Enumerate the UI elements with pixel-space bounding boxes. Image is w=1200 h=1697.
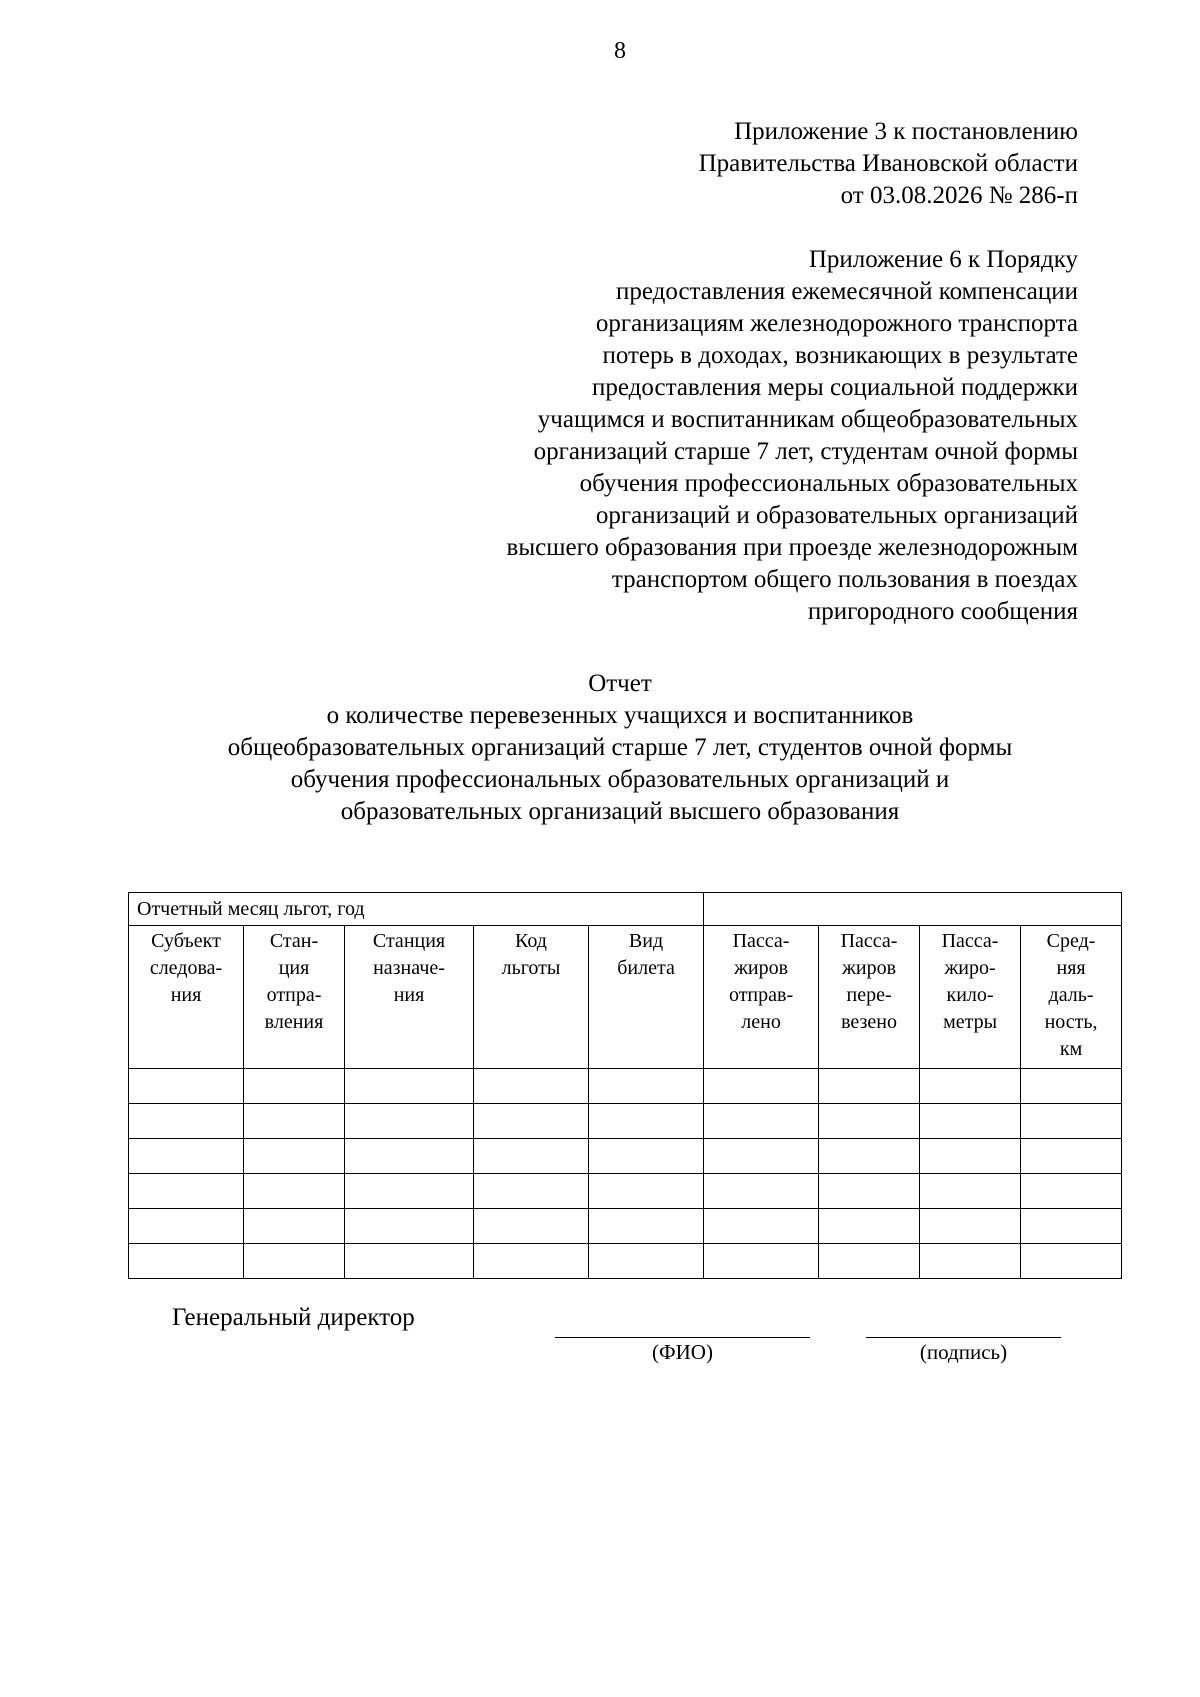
- appendix-3-line: от 03.08.2026 № 286-п: [840, 182, 1078, 209]
- table-cell[interactable]: [920, 1244, 1021, 1279]
- table-cell[interactable]: [704, 1244, 819, 1279]
- table-cell[interactable]: [474, 1139, 589, 1174]
- table-cell[interactable]: [244, 1244, 345, 1279]
- table-cell[interactable]: [244, 1104, 345, 1139]
- table-row: [129, 1069, 1122, 1104]
- table-cell[interactable]: [589, 1209, 704, 1244]
- signature-line[interactable]: [866, 1337, 1061, 1338]
- appendix-6-line: транспортом общего пользования в поездах: [611, 566, 1078, 593]
- table-row: [129, 1139, 1122, 1174]
- column-header: Стан- ция отпра- вления: [244, 926, 345, 1069]
- column-header: Субъект следова- ния: [129, 926, 244, 1069]
- signature-caption: (подпись): [919, 1340, 1008, 1364]
- column-header: Вид билета: [589, 926, 704, 1069]
- table-cell[interactable]: [1021, 1139, 1122, 1174]
- table-row: [129, 1174, 1122, 1209]
- table-cell[interactable]: [819, 1139, 920, 1174]
- table-cell[interactable]: [589, 1244, 704, 1279]
- column-header: Сред- няя даль- ность, км: [1021, 926, 1122, 1069]
- table-cell[interactable]: [920, 1069, 1021, 1104]
- table-row: [129, 1209, 1122, 1244]
- report-subtitle-line: образовательных организаций высшего образования: [340, 798, 900, 825]
- table-cell[interactable]: [1021, 1174, 1122, 1209]
- table-body: [129, 893, 1122, 1279]
- appendix-6-line: высшего образования при проезде железнодорожным: [506, 534, 1078, 561]
- table-cell[interactable]: [474, 1069, 589, 1104]
- column-header: Пасса- жиров пере- везено: [819, 926, 920, 1069]
- appendix-6-line: организаций и образовательных организаций: [595, 502, 1078, 529]
- table-cell[interactable]: [129, 1104, 244, 1139]
- table-cell[interactable]: [129, 1209, 244, 1244]
- table-cell[interactable]: [244, 1069, 345, 1104]
- table-cell[interactable]: [129, 1139, 244, 1174]
- name-caption: (ФИО): [652, 1340, 713, 1364]
- table-cell[interactable]: [244, 1139, 345, 1174]
- table-cell[interactable]: [345, 1174, 474, 1209]
- appendix-6-line: предоставления меры социальной поддержки: [592, 374, 1078, 401]
- table-cell[interactable]: [920, 1174, 1021, 1209]
- header-row: [129, 926, 1122, 1069]
- signature-block: [0, 1304, 1200, 1364]
- table-row: [129, 1244, 1122, 1279]
- report-subtitle-line: обучения профессиональных образовательных организаций и: [290, 766, 950, 793]
- period-label: Отчетный месяц льгот, год: [129, 893, 704, 926]
- table-cell[interactable]: [704, 1139, 819, 1174]
- table-cell[interactable]: [129, 1069, 244, 1104]
- table-cell[interactable]: [129, 1174, 244, 1209]
- table-cell[interactable]: [819, 1104, 920, 1139]
- table-cell[interactable]: [589, 1069, 704, 1104]
- report-title: Отчет: [588, 670, 652, 697]
- report-heading: [0, 668, 1200, 828]
- table-cell[interactable]: [920, 1209, 1021, 1244]
- table-cell[interactable]: [1021, 1069, 1122, 1104]
- appendix-3-line: Приложение 3 к постановлению: [734, 118, 1078, 145]
- appendix-6-line: пригородного сообщения: [807, 598, 1078, 625]
- name-line[interactable]: [555, 1337, 810, 1338]
- period-value-field[interactable]: [704, 893, 1122, 926]
- table-cell[interactable]: [704, 1209, 819, 1244]
- signatory-role: Генеральный директор: [172, 1304, 415, 1331]
- report-subtitle-line: общеобразовательных организаций старше 7 лет, студентов очной формы: [227, 734, 1013, 761]
- table-cell[interactable]: [704, 1069, 819, 1104]
- column-header: Пасса- жиров отправ- лено: [704, 926, 819, 1069]
- table-cell[interactable]: [474, 1104, 589, 1139]
- table-cell[interactable]: [244, 1209, 345, 1244]
- table-cell[interactable]: [345, 1069, 474, 1104]
- table-cell[interactable]: [920, 1139, 1021, 1174]
- table-cell[interactable]: [589, 1104, 704, 1139]
- table-cell[interactable]: [589, 1174, 704, 1209]
- table-cell[interactable]: [129, 1244, 244, 1279]
- report-table: [128, 892, 1122, 1279]
- table-cell[interactable]: [819, 1244, 920, 1279]
- table-cell[interactable]: [474, 1244, 589, 1279]
- table-cell[interactable]: [819, 1209, 920, 1244]
- appendix-6-line: предоставления ежемесячной компенсации: [615, 278, 1078, 305]
- table-cell[interactable]: [474, 1209, 589, 1244]
- appendix-6-line: учащимся и воспитанникам общеобразовательных: [537, 406, 1078, 433]
- page-number: 8: [614, 38, 626, 64]
- table-cell[interactable]: [1021, 1209, 1122, 1244]
- table-cell[interactable]: [704, 1104, 819, 1139]
- table-cell[interactable]: [345, 1244, 474, 1279]
- table-cell[interactable]: [345, 1139, 474, 1174]
- table-cell[interactable]: [704, 1174, 819, 1209]
- appendix-3-line: Правительства Ивановской области: [698, 150, 1078, 177]
- table-cell[interactable]: [345, 1209, 474, 1244]
- table-cell[interactable]: [345, 1104, 474, 1139]
- appendix-6-line: потерь в доходах, возникающих в результате: [602, 342, 1078, 369]
- period-row: [129, 893, 1122, 926]
- appendix-6-line: Приложение 6 к Порядку: [808, 246, 1078, 273]
- column-header: Пасса- жиро- кило- метры: [920, 926, 1021, 1069]
- appendix-6-line: организациям железнодорожного транспорта: [595, 310, 1078, 337]
- table-cell[interactable]: [920, 1104, 1021, 1139]
- table-cell[interactable]: [474, 1174, 589, 1209]
- appendix-6-line: обучения профессиональных образовательных: [579, 470, 1078, 497]
- table-cell[interactable]: [244, 1174, 345, 1209]
- report-subtitle-line: о количестве перевезенных учащихся и воспитанников: [326, 702, 914, 729]
- table-cell[interactable]: [1021, 1104, 1122, 1139]
- column-header: Код льготы: [474, 926, 589, 1069]
- column-header: Станция назначе- ния: [345, 926, 474, 1069]
- appendix-6-line: организаций старше 7 лет, студентам очной формы: [533, 438, 1078, 465]
- table-cell[interactable]: [819, 1174, 920, 1209]
- appendix-3-header: [699, 116, 1078, 212]
- table-row: [129, 1104, 1122, 1139]
- appendix-6-header: [507, 244, 1078, 628]
- table-cell[interactable]: [1021, 1244, 1122, 1279]
- table-cell[interactable]: [819, 1069, 920, 1104]
- table-cell[interactable]: [589, 1139, 704, 1174]
